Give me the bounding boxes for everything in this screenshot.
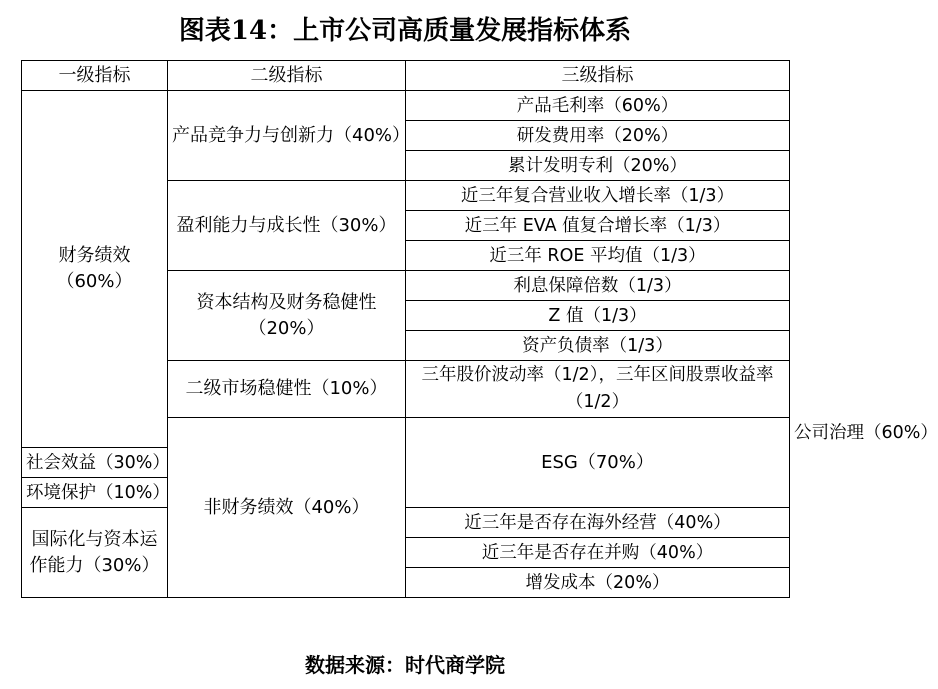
- level3-cell: 增发成本（20%）: [406, 568, 790, 598]
- header-level2: 二级指标: [168, 61, 406, 91]
- level2-cell: 国际化与资本运作能力（30%）: [22, 508, 168, 598]
- level3-cell: 累计发明专利（20%）: [406, 151, 790, 181]
- level3-cell: 近三年复合营业收入增长率（1/3）: [406, 181, 790, 211]
- level3-cell: 三年股价波动率（1/2），三年区间股票收益率（1/2）: [406, 361, 790, 418]
- level3-cell: 近三年是否存在并购（40%）: [406, 538, 790, 568]
- level3-cell: 近三年 EVA 值复合增长率（1/3）: [406, 211, 790, 241]
- indicator-table: [21, 60, 938, 598]
- page-title: 图表14：上市公司高质量发展指标体系: [178, 16, 632, 46]
- table-row: 非财务绩效（40%） ESG（70%） 公司治理（60%）: [22, 418, 790, 448]
- level2-cell: 盈利能力与成长性（30%）: [168, 181, 406, 271]
- table-row: [22, 91, 790, 121]
- level2-cell: 产品竞争力与创新力（40%）: [168, 91, 406, 181]
- level3-cell: 资产负债率（1/3）: [406, 331, 790, 361]
- source-note: 数据来源：时代商学院: [305, 653, 505, 677]
- level3-cell: 近三年 ROE 平均值（1/3）: [406, 241, 790, 271]
- table-header-row: [22, 61, 790, 91]
- level3-cell: 近三年是否存在海外经营（40%）: [406, 508, 790, 538]
- level2-cell: ESG（70%）: [406, 418, 790, 508]
- level3-cell: 社会效益（30%）: [22, 448, 168, 478]
- level3-cell: 产品毛利率（60%）: [406, 91, 790, 121]
- level2-cell: 资本结构及财务稳健性（20%）: [168, 271, 406, 361]
- level3-cell: Z 值（1/3）: [406, 301, 790, 331]
- level1-cell: 财务绩效（60%）: [22, 91, 168, 448]
- level2-cell: 二级市场稳健性（10%）: [168, 361, 406, 418]
- table-row: [22, 508, 790, 538]
- level1-cell: 非财务绩效（40%）: [168, 418, 406, 598]
- header-level1: 一级指标: [22, 61, 168, 91]
- level3-cell: 研发费用率（20%）: [406, 121, 790, 151]
- level3-cell: 利息保障倍数（1/3）: [406, 271, 790, 301]
- header-level3: 三级指标: [406, 61, 790, 91]
- level3-cell: 环境保护（10%）: [22, 478, 168, 508]
